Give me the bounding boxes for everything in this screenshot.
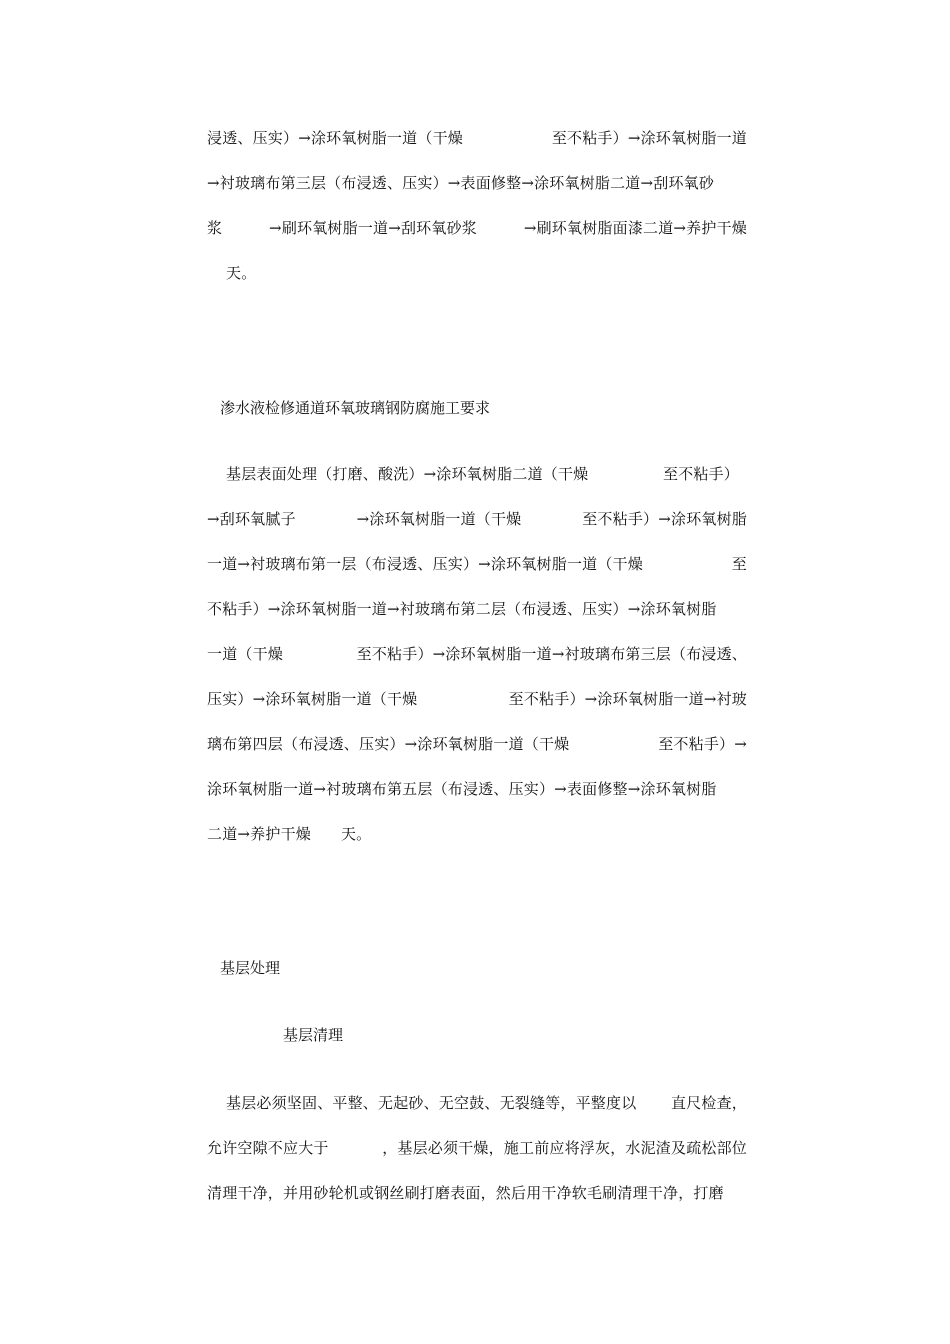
para2-line1-part2: 至不粘手）: [662, 465, 739, 483]
para2-line2-part3: 至不粘手）→涂环氧树脂: [582, 510, 747, 528]
para3-line1-part2: 直尺检查，: [670, 1094, 747, 1112]
para2-line5-part2: 至不粘手）→涂环氧树脂一道→衬玻璃布第三层（布浸透、: [356, 645, 747, 663]
para1-line1: [207, 127, 747, 149]
para2-line6-part2: 至不粘手）→涂环氧树脂一道→衬玻: [508, 690, 747, 708]
para2-line6: [207, 688, 747, 710]
para1-line2-text: →衬玻璃布第三层（布浸透、压实）→表面修整→涂环氧树脂二道→刮环氧砂: [207, 174, 715, 192]
para3-line2: [207, 1137, 747, 1159]
para1-line1-part2: 至不粘手）→涂环氧树脂一道: [551, 129, 747, 147]
para2-line1: [226, 463, 739, 485]
para3-line3: [207, 1182, 747, 1204]
para2-line3: [207, 553, 747, 575]
para2-line4-text: 不粘手）→涂环氧树脂一道→衬玻璃布第二层（布浸透、压实）→涂环氧树脂: [207, 600, 717, 618]
para1-line3-part2: →刷环氧树脂一道→刮环氧砂浆: [269, 219, 477, 237]
para1-line2: [207, 172, 747, 194]
para2-line3-part1: 一道→衬玻璃布第一层（布浸透、压实）→涂环氧树脂一道（干燥: [207, 555, 643, 573]
para2-line9-part2: 天。: [340, 825, 372, 843]
para2-line9-part1: 二道→养护干燥: [207, 825, 311, 843]
para1-line3: [207, 217, 747, 239]
para2-line6-part1: 压实）→涂环氧树脂一道（干燥: [207, 690, 418, 708]
para2-line2-part1: →刮环氧腻子: [207, 510, 296, 528]
section3-heading: 基层处理: [220, 959, 281, 977]
para2-line3-part2: 至: [731, 555, 747, 573]
para1-line3-part3: →刷环氧树脂面漆二道→养护干燥: [523, 219, 747, 237]
para1-line3-part1: 浆: [207, 219, 223, 237]
para3-line1-part1: 基层必须坚固、平整、无起砂、无空鼓、无裂缝等，平整度以: [226, 1094, 637, 1112]
para2-line7-part1: 璃布第四层（布浸透、压实）→涂环氧树脂一道（干燥: [207, 735, 570, 753]
para3-line1: [226, 1092, 747, 1114]
para2-line9: [207, 823, 747, 845]
para2-line8: [207, 778, 747, 800]
para2-line8-text: 涂环氧树脂一道→衬玻璃布第五层（布浸透、压实）→表面修整→涂环氧树脂: [207, 780, 717, 798]
para2-line1-part1: 基层表面处理（打磨、酸洗）→涂环氧树脂二道（干燥: [226, 465, 589, 483]
para1-line4: [226, 262, 766, 284]
section3-subheading: 基层清理: [283, 1026, 344, 1044]
para2-line2-part2: →涂环氧树脂一道（干燥: [356, 510, 522, 528]
para2-line5: [207, 643, 747, 665]
section2-heading: 渗水液检修通道环氧玻璃钢防腐施工要求: [220, 399, 491, 417]
para2-line2: [207, 508, 747, 530]
para1-line1-part1: 浸透、压实）→涂环氧树脂一道（干燥: [207, 129, 463, 147]
para2-line7: [207, 733, 747, 755]
para3-line2-part1: 允许空隙不应大于: [207, 1139, 329, 1157]
para1-line4-text: 天。: [226, 264, 257, 282]
para2-line4: [207, 598, 747, 620]
para2-line5-part1: 一道（干燥: [207, 645, 284, 663]
para2-line7-part2: 至不粘手）→: [658, 735, 747, 753]
para3-line3-text: 清理干净，并用砂轮机或钢丝刷打磨表面，然后用干净软毛刷清理干净，打磨: [207, 1184, 724, 1202]
para3-line2-part2: ，基层必须干燥，施工前应将浮灰，水泥渣及疏松部位: [382, 1139, 747, 1157]
